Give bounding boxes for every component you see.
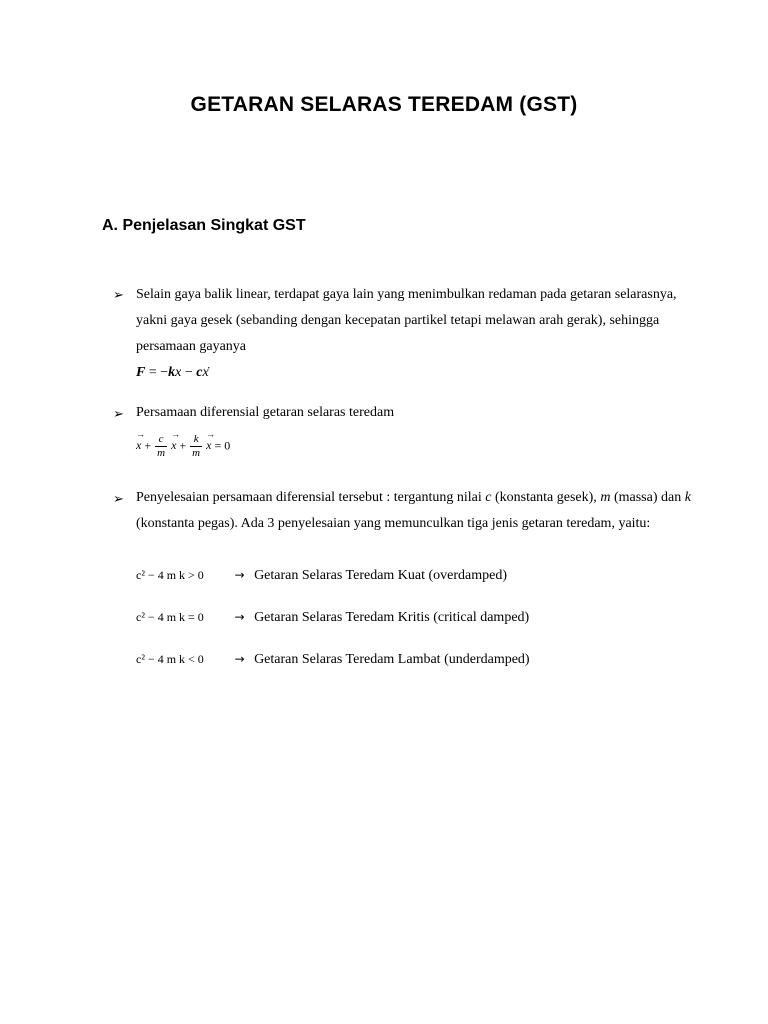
section-heading: A. Penjelasan Singkat GST — [102, 217, 306, 234]
condition-label: Getaran Selaras Teredam Lambat (underdamped) — [254, 652, 530, 667]
condition-label: Getaran Selaras Teredam Kritis (critical damped) — [254, 610, 530, 625]
bullet-2-text: Persamaan diferensial getaran selaras teredam — [136, 405, 395, 420]
page-title: GETARAN SELARAS TEREDAM (GST) — [190, 93, 578, 116]
condition-math: c² − 4 m k = 0 — [136, 610, 204, 624]
condition-overdamped — [136, 568, 507, 584]
bullet-arrow-icon: ➢ — [113, 407, 124, 422]
condition-label: Getaran Selaras Teredam Kuat (overdamped) — [254, 568, 508, 583]
differential-equation: → x + $\frac{c}{m}$ → x + $\frac{k}{m}$ → x = 0 — [136, 433, 230, 460]
bullet-arrow-icon: ➢ — [113, 492, 124, 507]
condition-math: c² − 4 m k > 0 — [136, 568, 204, 582]
bullet-1-text: Selain gaya balik linear, terdapat gaya lain yang menimbulkan redaman pada getaran selarasnya, yakni gaya gesek (sebanding dengan kecepatan partikel tetapi melawan arah gerak), sehingga persamaan gayanya — [136, 287, 677, 354]
arrow-icon: → — [234, 568, 245, 582]
arrow-icon: → — [234, 610, 245, 624]
condition-math: c² − 4 m k < 0 — [136, 652, 204, 666]
force-equation: F = −kx − cx — [136, 365, 209, 380]
condition-critical — [136, 610, 529, 626]
condition-underdamped — [136, 652, 530, 668]
bullet-arrow-icon: ➢ — [113, 288, 124, 303]
arrow-icon: → — [234, 652, 245, 666]
bullet-3-text: Penyelesaian persamaan diferensial tersebut : tergantung nilai c (konstanta gesek), m (massa) dan k (konstanta pegas). Ada 3 penyelesaian yang memunculkan tiga jenis getaran teredam, yaitu: — [136, 490, 691, 531]
